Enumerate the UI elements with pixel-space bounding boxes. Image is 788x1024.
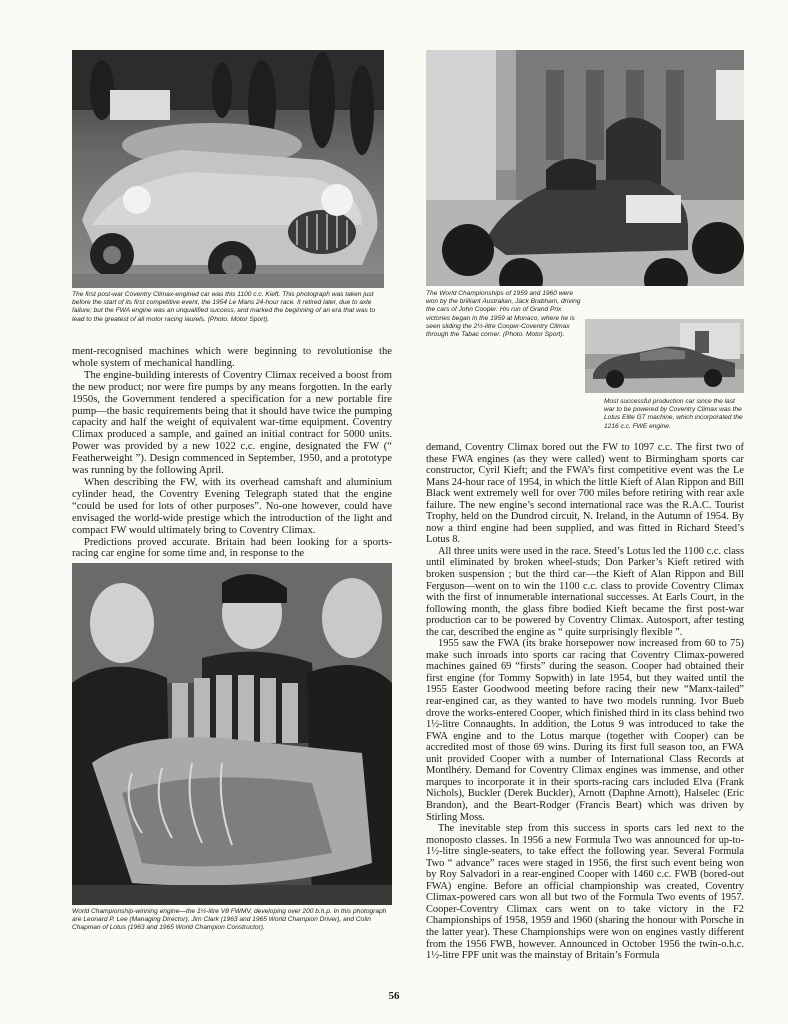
page-number: 56 bbox=[388, 990, 400, 1002]
cooper-formula-car-photo bbox=[426, 50, 744, 286]
paragraph: When describing the FW, with its overhead camshaft and aluminium cylinder head, the Coventry Evening Telegraph stated that the engine “could be used for lots of other purposes”. No-one however, could have envisaged the world-wide prestige which the introduction of the light and compact FW would ultimately bring to Coventry Climax. bbox=[72, 476, 392, 536]
elite-photo-caption: Most successful production car since the last war to be powered by Coventry Climax was the Lotus Elite GT machine, which incorporated the 1216 c.c. FWE engine. bbox=[604, 398, 743, 430]
kieft-racing-car-photo bbox=[72, 50, 384, 288]
left-text-column bbox=[72, 346, 392, 560]
right-text-column bbox=[426, 442, 744, 962]
paragraph: Predictions proved accurate. Britain had been looking for a sports-racing car engine for some time and, in response to the bbox=[72, 536, 392, 560]
lotus-elite-car-photo bbox=[585, 319, 744, 393]
paragraph: demand, Coventry Climax bored out the FW to 1097 c.c. The first two of these FWA engines (as they were called) went to Birmingham sports car constructor, Cyril Kieft; and the FWA’s first competitive event was the Le Mans 24-hour race of 1954, in which the little Kieft of Alan Rippon and Bill Black went extremely well for over 700 miles before retiring with rear axle failure. The new engine’s second international race was the R.A.C. Tourist Trophy, held on the Dundrod circuit, N. Ireland, in the Autumn of 1954. By now a third engine had been supplied, and was fitted in Richard Steed’s Lotus 8. bbox=[426, 442, 744, 546]
paragraph: 1955 saw the FWA (its brake horsepower now increased from 60 to 75) make such inroads into sports car racing that Coventry Climax-powered machines gained 69 “firsts” during the season. Cooper had obtained their first engine (for Tommy Sopwith) in late 1954, but they waited until the 1955 Easter Goodwood meeting before racing their new “Manx-tailed” rear-engined car, as they wanted to have two models running. Ivor Bueb drove the works-entered Cooper, which finished third in its class behind two 1½-litre Connaughts. In addition, the Lotus 9 was introduced to take the FWA engine and to the Lotus marque (together with Cooper) can be accredited most of those 69 wins. During its first full season too, an FWA unit provided Cooper with a number of International Class Records at Montlhéry. Demand for Coventry Climax engines was immense, and other marques to incorporate it in their sports-racing cars included Elva (Frank Nichols), Buckler (Derek Buckler), Arnott (Daphne Arnott), Halselec (Eric Brandon), and the Beart-Rodger (Francis Beart) which was driven by Stirling Moss. bbox=[426, 638, 744, 823]
paragraph: The inevitable step from this success in sports cars led next to the monoposto classes. In 1956 a new Formula Two was announced for up-to-1½-litre single-seaters, to take effect the following year. Several Formula Two “ advance” races were staged in 1956, the first such event being won by Roy Salvadori in a rear-engined Cooper with 1460 c.c. FWB (bored-out FWA) engine. Before an official championship was created, Coventry Climax-powered cars won all but two of the Formula Two events of 1957. Cooper-Coventry Climax cars went on to take victory in the F2 Championships of 1958, 1959 and 1960 (sharing the honour with Porsche in the latter year). These Championships were won on engines vastly different from the 1956 FWB, however. Announced in October 1956 the twin-o.h.c. 1½-litre FPF unit was the mainstay of Britain’s Formula bbox=[426, 823, 744, 962]
v8-engine-group-photo bbox=[72, 563, 392, 905]
engine-photo-caption: World Championship-winning engine—the 1½-litre V8 FWMV, developing over 200 b.h.p. In this photograph are Leonard P. Lee (Managing Director), Jim Clark (1963 and 1965 World Champion Driver), and Colin Chapman of Lotus (1963 and 1965 World Champion Constructor). bbox=[72, 908, 387, 932]
cooper-photo-caption: The World Championships of 1959 and 1960 were won by the brilliant Australian, Jack Brabham, driving the cars of John Cooper. His run of Grand Prix victories began in the 1959 at Monaco, where he is seen sliding the 2½-litre Cooper-Coventry Climax through the Tabac corner. (Photo. Motor Sport). bbox=[426, 290, 581, 339]
kieft-photo-caption: The first post-war Coventry Climax-engined car was this 1100 c.c. Kieft. This photograph was taken just before the start of its first competitive event, the 1954 Le Mans 24-hour race. It retired later, due to axle failure; but the FWA engine was an unqualified success, and marked the beginning of an era that was to lead to the greatest of all motor racing laurels. (Photo. Motor Sport). bbox=[72, 291, 376, 323]
paragraph: All three units were used in the race. Steed’s Lotus led the 1100 c.c. class until eliminated by broken wheel-studs; Don Parker’s Kieft retired with broken suspension ; but the third car—the Kieft of Alan Rippon and Bill Ferguson—went on to win the 1100 c.c. class to provide Coventry Climax with the first of innumerable international successes. At Earls Court, in the following month, the glass fibre bodied Kieft became the first post-war production car to be powered by Coventry Climax. Autosport, after testing the car, described the engine as “ quite surprisingly flexible ”. bbox=[426, 545, 744, 638]
paragraph: ment-recognised machines which were beginning to revolutionise the whole system of mechanical handling. bbox=[72, 346, 392, 369]
paragraph: The engine-building interests of Coventry Climax received a boost from the new product; nor were fire pumps by any means forgotten. In the early 1950s, the Government tendered a specification for a new portable fire pump—the basic requirements being that it should have twice the pumping capacity and half the weight of equivalent war-time equipment. Coventry Climax produced a sample, and gained an initial contract for 5000 units. Power was provided by a new 1022 c.c. engine, designated the FW (“ Featherweight ”). Design commenced in September, 1950, and a prototype was running by the following April. bbox=[72, 369, 392, 477]
